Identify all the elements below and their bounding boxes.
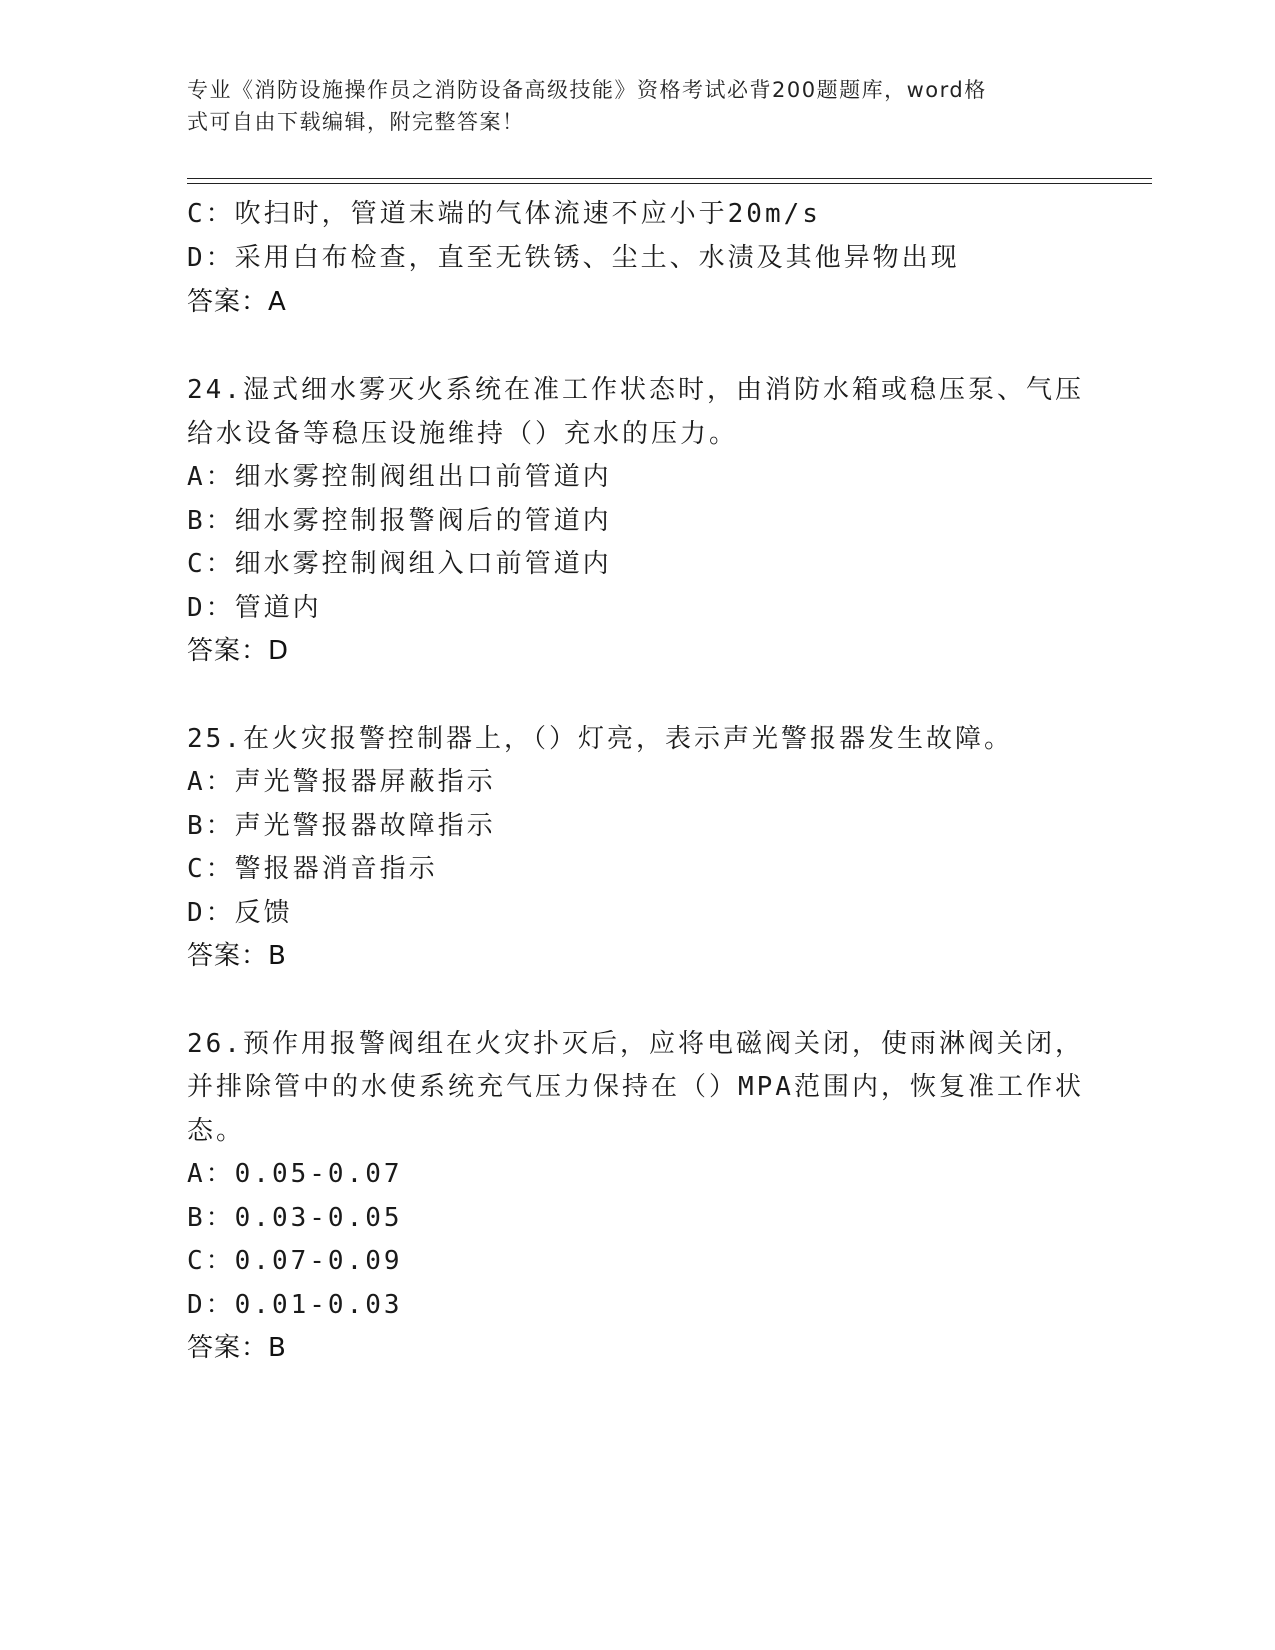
q25-text-line-1: 25.在火灾报警控制器上，（）灯亮，表示声光警报器发生故障。 [187,724,1013,754]
prev-answer: 答案：A [187,287,287,317]
q26-option-a: A：0.05-0.07 [187,1159,403,1189]
q24-option-a: A：细水雾控制阀组出口前管道内 [187,462,612,492]
q26-option-d: D：0.01-0.03 [187,1290,403,1320]
q25-option-a: A：声光警报器屏蔽指示 [187,767,496,797]
q24-text-line-2: 给水设备等稳压设施维持（）充水的压力。 [187,419,739,449]
header-divider-bottom [187,183,1152,184]
q25-option-d: D：反馈 [187,898,293,928]
q24-option-c: C：细水雾控制阀组入口前管道内 [187,549,612,579]
q26-text-line-1: 26.预作用报警阀组在火灾扑灭后，应将电磁阀关闭，使雨淋阀关闭， [187,1029,1084,1059]
document-header [187,74,1087,138]
q24-option-b: B：细水雾控制报警阀后的管道内 [187,506,612,536]
header-line-2: 式可自由下载编辑，附完整答案！ [187,110,525,134]
q25-answer: 答案：B [187,941,287,971]
q26-text-line-3: 态。 [187,1116,246,1146]
q26-text-line-2: 并排除管中的水使系统充气压力保持在（）MPA范围内，恢复准工作状 [187,1072,1084,1102]
prev-option-d: D：采用白布检查，直至无铁锈、尘土、水渍及其他异物出现 [187,243,960,273]
q26-answer: 答案：B [187,1333,287,1363]
q25-option-b: B：声光警报器故障指示 [187,811,496,841]
q24-answer: 答案：D [187,636,290,666]
q25-option-c: C：警报器消音指示 [187,854,438,884]
prev-option-c: C：吹扫时，管道末端的气体流速不应小于20m/s [187,199,821,229]
q26-option-b: B：0.03-0.05 [187,1203,403,1233]
q24-option-d: D：管道内 [187,593,322,623]
q24-text-line-1: 24.湿式细水雾灭火系统在准工作状态时，由消防水箱或稳压泵、气压 [187,375,1084,405]
q26-option-c: C：0.07-0.09 [187,1246,403,1276]
header-line-1: 专业《消防设施操作员之消防设备高级技能》资格考试必背200题题库，word格 [187,78,987,102]
header-divider-top [187,178,1152,179]
